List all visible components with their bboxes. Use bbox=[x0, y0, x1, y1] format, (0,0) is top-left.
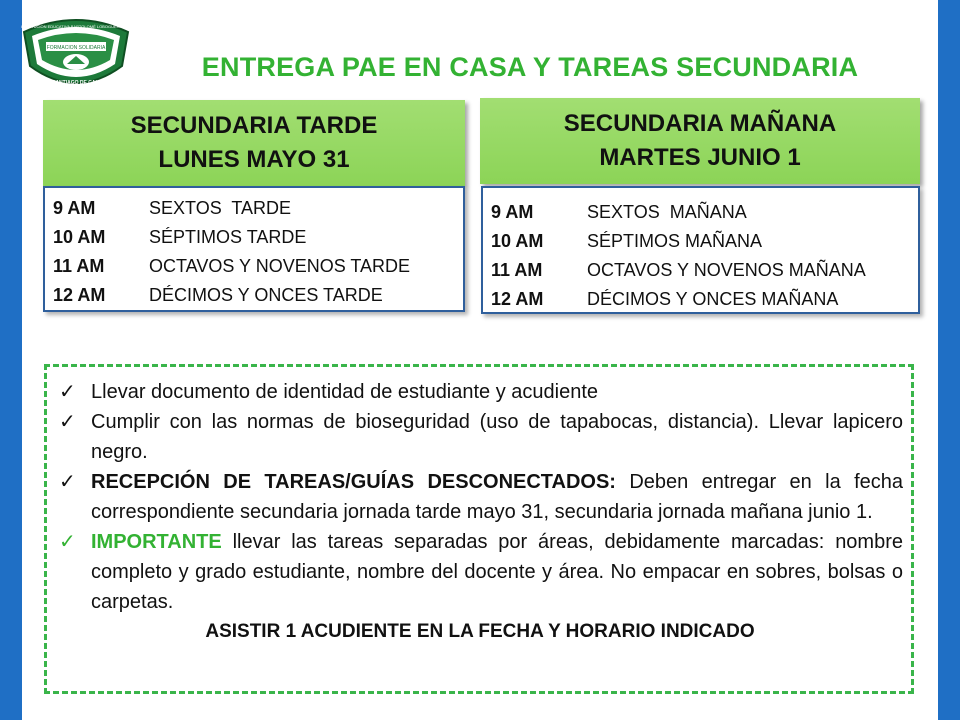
schedule-box-manana bbox=[481, 186, 920, 314]
schedule-box-tarde bbox=[43, 186, 465, 312]
logo-top-text: INSTITUCION EDUCATIVA BARTOLOMÉ LOBOGUERRERO bbox=[20, 24, 132, 29]
left-blue-bar bbox=[0, 0, 22, 720]
schedule-group: DÉCIMOS Y ONCES TARDE bbox=[149, 285, 383, 305]
schedule-time: 9 AM bbox=[53, 198, 96, 218]
schedule-row bbox=[53, 223, 463, 252]
schedule-group: SEXTOS MAÑANA bbox=[587, 202, 747, 222]
logo-bottom-text: SANTIAGO DE CALI bbox=[52, 80, 100, 86]
schedule-group: OCTAVOS Y NOVENOS TARDE bbox=[149, 256, 411, 276]
schedule-time: 10 AM bbox=[53, 227, 106, 247]
schedule-header-tarde bbox=[43, 100, 465, 186]
school-logo bbox=[20, 14, 132, 96]
schedule-group: SEXTOS TARDE bbox=[149, 198, 292, 218]
schedule-time: 12 AM bbox=[53, 285, 106, 305]
schedule-group: SÉPTIMOS TARDE bbox=[149, 227, 307, 247]
schedule-row bbox=[491, 285, 918, 314]
logo-banner-text: FORMACION SOLIDARIA bbox=[46, 45, 106, 51]
instruction-item bbox=[57, 377, 903, 407]
schedule-row bbox=[491, 198, 918, 227]
schedule-header-manana bbox=[480, 98, 920, 184]
schedule-row bbox=[53, 194, 463, 223]
schedule-row bbox=[491, 227, 918, 256]
schedule-group: OCTAVOS Y NOVENOS MAÑANA bbox=[587, 260, 866, 280]
schedule-heading-line2: MARTES JUNIO 1 bbox=[599, 144, 801, 171]
schedule-heading-line1: SECUNDARIA MAÑANA bbox=[563, 110, 837, 137]
schedule-row bbox=[53, 252, 463, 281]
instructions-list bbox=[57, 377, 903, 617]
checkmark-icon: ✓ bbox=[59, 411, 76, 433]
checkmark-icon: ✓ bbox=[59, 531, 76, 553]
schedule-group: SÉPTIMOS MAÑANA bbox=[587, 231, 763, 251]
instruction-text: Llevar documento de identidad de estudiante y acudiente bbox=[91, 381, 599, 403]
checkmark-icon: ✓ bbox=[59, 381, 76, 403]
schedule-time: 11 AM bbox=[491, 260, 543, 280]
closing-note: ASISTIR 1 ACUDIENTE EN LA FECHA Y HORARIO INDICADO bbox=[205, 621, 755, 642]
page-title: ENTREGA PAE EN CASA Y TAREAS SECUNDARIA bbox=[201, 52, 859, 82]
schedule-time: 12 AM bbox=[491, 289, 544, 309]
instruction-bold-label: RECEPCIÓN DE TAREAS/GUÍAS DESCONECTADOS: bbox=[91, 471, 616, 493]
instruction-item bbox=[57, 407, 903, 467]
schedule-row bbox=[491, 256, 918, 285]
schedule-time: 11 AM bbox=[53, 256, 105, 276]
instructions-box bbox=[44, 364, 914, 694]
schedule-group: DÉCIMOS Y ONCES MAÑANA bbox=[587, 289, 839, 309]
instruction-highlight-label: IMPORTANTE bbox=[91, 531, 222, 553]
checkmark-icon: ✓ bbox=[59, 471, 76, 493]
instruction-text: Deben entregar en la fecha correspondiente secundaria jornada tarde mayo 31, secundaria jornada mañana junio 1. bbox=[91, 471, 903, 523]
instruction-text: llevar las tareas separadas por áreas, debidamente marcadas: nombre completo y grado estudiante, nombre del docente y área. No empacar en sobres, bolsas o carpetas. bbox=[91, 531, 903, 613]
right-blue-bar bbox=[938, 0, 960, 720]
schedule-time: 9 AM bbox=[491, 202, 534, 222]
schedule-heading-line1: SECUNDARIA TARDE bbox=[130, 112, 378, 139]
instruction-item bbox=[57, 467, 903, 527]
schedule-row bbox=[53, 281, 463, 310]
instruction-item bbox=[57, 527, 903, 617]
schedule-heading-line2: LUNES MAYO 31 bbox=[158, 146, 350, 173]
instruction-text: Cumplir con las normas de bioseguridad (uso de tapabocas, distancia). Llevar lapicero negro. bbox=[91, 411, 903, 463]
schedule-time: 10 AM bbox=[491, 231, 544, 251]
